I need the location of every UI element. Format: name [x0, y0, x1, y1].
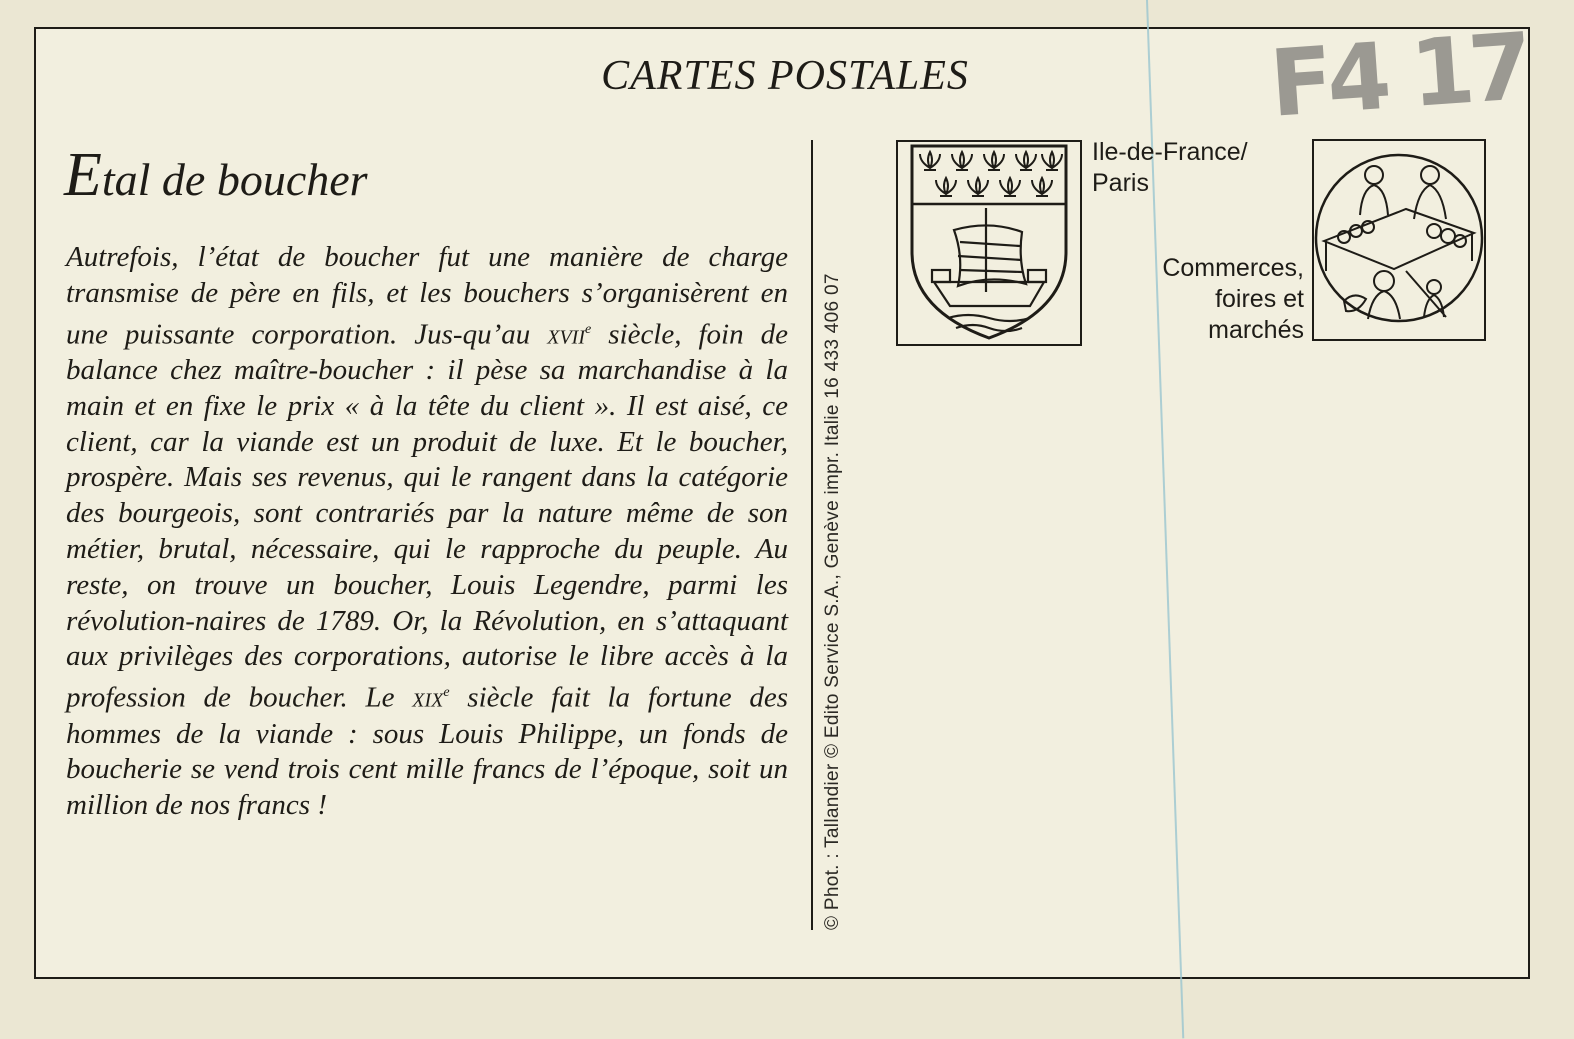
century-19-sup: e	[443, 685, 450, 701]
region-line-2: Paris	[1092, 169, 1149, 197]
region-line-1: Ile-de-France/	[1092, 138, 1248, 166]
theme-line-1: Commerces,	[1162, 254, 1304, 282]
handwritten-pencil-note: F4 17	[1266, 13, 1531, 138]
article-body	[66, 240, 788, 824]
century-17-sup: e	[585, 321, 592, 337]
body-part-2: siècle, foin de balance chez maître-boucher : il pèse sa marchandise à la main et en fixe le prix « à la tête du client ». Il est aisé, ce client, car la viande est un produit de luxe. Et le boucher, prospère. Mais ses revenus, qui le rangent dans la catégorie des bourgeois, sont contrariés par la nature même de son métier, brutal, nécessaire, qui le rapproche du peuple. Au reste, on trouve un boucher, Louis Legendre, parmi les révolution-naires de 1789. Or, la Révolution, en s’attaquant aux privilèges des corporations, autorise le libre accès à la profession de boucher. Le	[66, 318, 788, 714]
region-label	[1092, 137, 1248, 199]
address-divider-line	[811, 140, 813, 930]
century-19: xix	[412, 681, 444, 714]
century-17: xvii	[547, 318, 585, 351]
paris-coat-of-arms-icon	[896, 140, 1082, 346]
body-part-3: siècle fait la fortune des hommes de la viande : sous Louis Philippe, un fonds de boucherie se vend trois cent mille francs de l’époque, soit un million de nos francs !	[66, 681, 789, 822]
article-title	[64, 140, 368, 211]
theme-line-3: marchés	[1208, 316, 1304, 344]
theme-label	[1100, 253, 1304, 346]
market-scene-icon	[1312, 139, 1486, 341]
theme-line-2: foires et	[1215, 285, 1304, 313]
header-title: CARTES POSTALES	[601, 53, 969, 99]
title-initial: E	[64, 141, 102, 209]
title-rest: tal de boucher	[101, 154, 368, 205]
body-part-1: Autrefois, l’état de boucher fut une manière de charge transmise de père en fils, et les bouchers s’organisèrent en une puissante corporation. Jus-qu’au	[66, 241, 788, 351]
photo-credit: © Phot. : Tallandier © Edito Service S.A., Genève impr. Italie 16 433 406 07	[822, 273, 843, 930]
